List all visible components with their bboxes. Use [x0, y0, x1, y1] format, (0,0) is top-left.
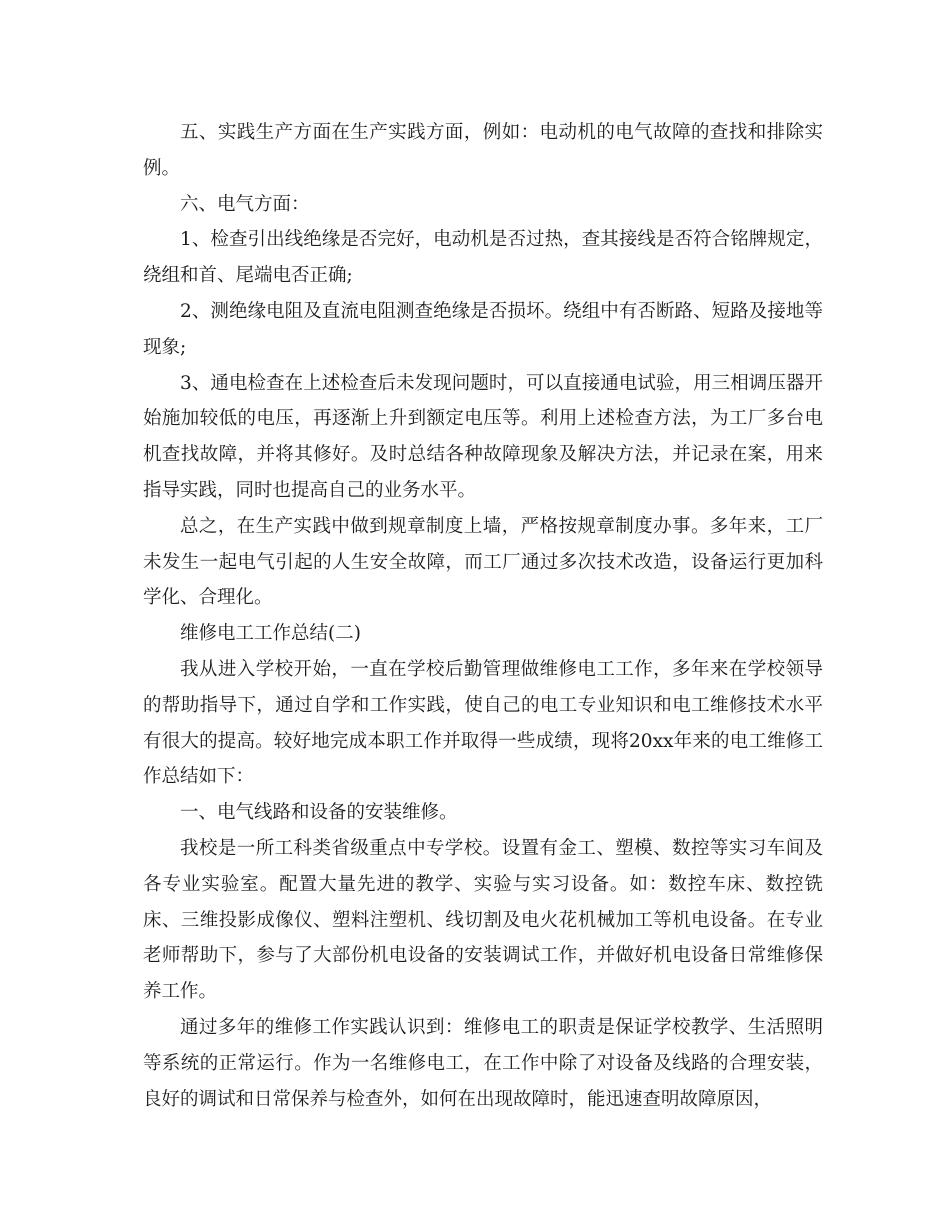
- paragraph-item-1: 1、检查引出线绝缘是否完好，电动机是否过热，查其接线是否符合铭牌规定，绕组和首、尾端电否正确;: [143, 229, 823, 287]
- section-title-2: 维修电工工作总结(二): [180, 623, 361, 645]
- paragraph-item-2: 2、测绝缘电阻及直流电阻测查绝缘是否损坏。绕组中有否断路、短路及接地等现象;: [143, 300, 823, 358]
- paragraph-practice: 五、实践生产方面在生产实践方面，例如：电动机的电气故障的查找和排除实例。: [143, 122, 823, 179]
- paragraph-intro: 我从进入学校开始，一直在学校后勤管理做维修电工工作，多年来在学校领导的帮助指导下，通过自学和工作实践，使自己的电工专业知识和电工维修技术水平有很大的提高。较好地完成本职工作并取得一些成绩，现将20xx年来的电工维修工作总结如下：: [143, 658, 823, 788]
- paragraph-item-3: 3、通电检查在上述检查后未发现问题时，可以直接通电试验，用三相调压器开始施加较低的电压，再逐渐上升到额定电压等。利用上述检查方法，为工厂多台电机查找故障，并将其修好。及时总结各种故障现象及解决方法，并记录在案，用来指导实践，同时也提高自己的业务水平。: [143, 372, 823, 501]
- paragraph-electrical-heading: 六、电气方面：: [180, 193, 310, 215]
- paragraph-summary: 总之，在生产实践中做到规章制度上墙，严格按规章制度办事。多年来，工厂未发生一起电气引起的人生安全故障，而工厂通过多次技术改造，设备运行更加科学化、合理化。: [143, 515, 823, 609]
- paragraph-experience: 通过多年的维修工作实践认识到：维修电工的职责是保证学校教学、生活照明等系统的正常运行。作为一名维修电工，在工作中除了对设备及线路的合理安装，良好的调试和日常保养与检查外，如何在出现故障时，能迅速查明故障原因，: [143, 1016, 823, 1110]
- paragraph-subheading-1: 一、电气线路和设备的安装维修。: [180, 802, 458, 824]
- document-body: [143, 115, 823, 1117]
- paragraph-school: 我校是一所工科类省级重点中专学校。设置有金工、塑模、数控等实习车间及各专业实验室。配置大量先进的教学、实验与实习设备。如：数控车床、数控铣床、三维投影成像仪、塑料注塑机、线切割及电火花机械加工等机电设备。在专业老师帮助下，参与了大部份机电设备的安装调试工作，并做好机电设备日常维修保养工作。: [143, 837, 823, 1003]
